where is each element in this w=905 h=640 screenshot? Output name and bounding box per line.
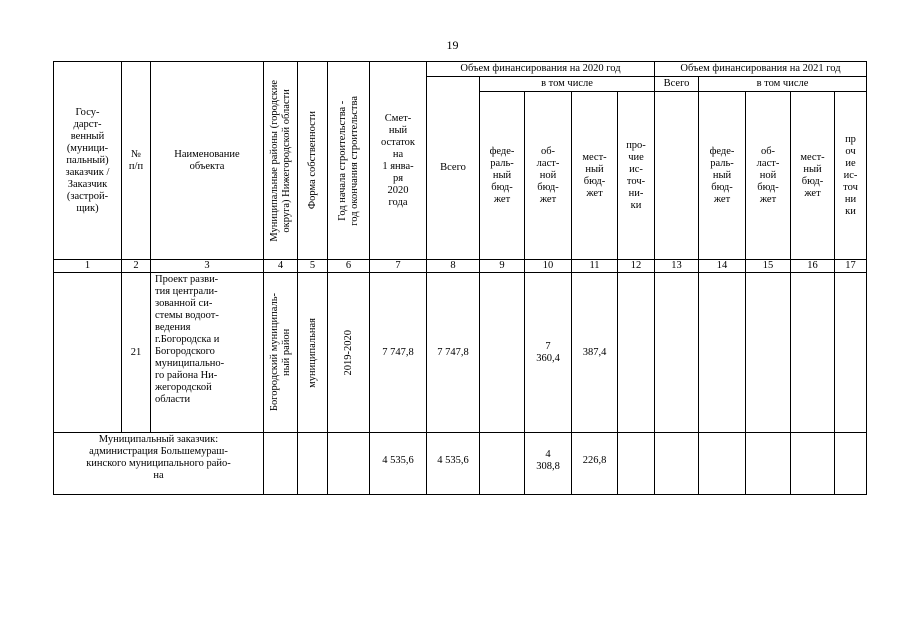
subtotal-estimated-balance: 4 535,6 xyxy=(370,433,427,495)
row-years xyxy=(328,273,370,433)
row-district-text: Богородский муниципаль- ный район xyxy=(268,293,292,412)
header-federal-2021: феде- раль- ный бюд- жет xyxy=(699,92,746,260)
row-ownership-text: муниципальная xyxy=(306,317,318,388)
header-funding-2021: Объем финансирования на 2021 год xyxy=(655,62,867,77)
header-num: № п/п xyxy=(122,62,151,260)
header-customer: Госу- дарст- венный (муници- пальный) заказчик / Заказчик (застрой- щик) xyxy=(54,62,122,260)
row-customer xyxy=(54,273,122,433)
header-including-2021: в том числе xyxy=(699,77,867,92)
header-empty-2021 xyxy=(655,92,699,260)
subtotal-empty xyxy=(298,433,328,495)
row-federal-2020 xyxy=(480,273,525,433)
column-numbers-row xyxy=(54,260,867,273)
row-num: 21 xyxy=(122,273,151,433)
row-other-2021 xyxy=(835,273,867,433)
subtotal-empty xyxy=(791,433,835,495)
subtotal-row xyxy=(54,433,867,495)
row-total-2021 xyxy=(655,273,699,433)
column-number: 9 xyxy=(480,260,525,273)
header-municipal-districts-text: Муниципальные районы (городские округа) Нижегородской области xyxy=(268,79,292,242)
row-regional-2021 xyxy=(746,273,791,433)
header-ownership xyxy=(298,62,328,260)
column-number: 8 xyxy=(427,260,480,273)
row-regional-2020: 7 360,4 xyxy=(525,273,572,433)
row-total-2020: 7 747,8 xyxy=(427,273,480,433)
column-number: 13 xyxy=(655,260,699,273)
header-local-2021: мест- ный бюд- жет xyxy=(791,92,835,260)
row-district xyxy=(264,273,298,433)
header-other-2021: пр оч ие ис- точ ни ки xyxy=(835,92,867,260)
page-number: 19 xyxy=(446,38,459,52)
header-row-1 xyxy=(54,62,867,77)
subtotal-empty xyxy=(618,433,655,495)
column-number: 3 xyxy=(151,260,264,273)
header-federal-2020: феде- раль- ный бюд- жет xyxy=(480,92,525,260)
row-other-2020 xyxy=(618,273,655,433)
header-municipal-districts xyxy=(264,62,298,260)
financing-table xyxy=(53,61,867,495)
header-including-2020: в том числе xyxy=(480,77,655,92)
subtotal-empty xyxy=(835,433,867,495)
subtotal-empty xyxy=(328,433,370,495)
column-number: 1 xyxy=(54,260,122,273)
subtotal-empty xyxy=(746,433,791,495)
header-total-2021: Всего xyxy=(655,77,699,92)
subtotal-empty xyxy=(699,433,746,495)
row-object-name: Проект разви- тия централи- зованной си- стемы водоот- ведения г.Богородска и Богородского муниципально- го района Ни- жегородской области xyxy=(151,273,264,433)
subtotal-empty xyxy=(264,433,298,495)
row-estimated-balance: 7 747,8 xyxy=(370,273,427,433)
column-number: 16 xyxy=(791,260,835,273)
row-local-2020: 387,4 xyxy=(572,273,618,433)
subtotal-local-2020: 226,8 xyxy=(572,433,618,495)
column-number: 11 xyxy=(572,260,618,273)
column-number: 6 xyxy=(328,260,370,273)
column-number: 14 xyxy=(699,260,746,273)
header-total-2020: Всего xyxy=(427,77,480,260)
row-years-text: 2019-2020 xyxy=(342,329,354,376)
row-federal-2021 xyxy=(699,273,746,433)
column-number: 10 xyxy=(525,260,572,273)
subtotal-total-2020: 4 535,6 xyxy=(427,433,480,495)
column-number: 2 xyxy=(122,260,151,273)
header-construction-years xyxy=(328,62,370,260)
header-construction-years-text: Год начала строительства - год окончания строительства xyxy=(336,95,360,226)
header-regional-2020: об- ласт- ной бюд- жет xyxy=(525,92,572,260)
row-local-2021 xyxy=(791,273,835,433)
column-number: 17 xyxy=(835,260,867,273)
column-number: 12 xyxy=(618,260,655,273)
subtotal-label: Муниципальный заказчик: администрация Большемураш- кинского муниципального райо- на xyxy=(54,433,264,495)
row-ownership xyxy=(298,273,328,433)
header-funding-2020: Объем финансирования на 2020 год xyxy=(427,62,655,77)
column-number: 7 xyxy=(370,260,427,273)
header-object-name: Наименование объекта xyxy=(151,62,264,260)
subtotal-empty xyxy=(480,433,525,495)
header-estimated-balance: Смет- ный остаток на 1 янва- ря 2020 года xyxy=(370,62,427,260)
header-other-2020: про- чие ис- точ- ни- ки xyxy=(618,92,655,260)
column-number: 15 xyxy=(746,260,791,273)
column-number: 5 xyxy=(298,260,328,273)
subtotal-regional-2020: 4 308,8 xyxy=(525,433,572,495)
header-ownership-text: Форма собственности xyxy=(306,111,318,210)
subtotal-empty xyxy=(655,433,699,495)
header-regional-2021: об- ласт- ной бюд- жет xyxy=(746,92,791,260)
header-local-2020: мест- ный бюд- жет xyxy=(572,92,618,260)
table-row xyxy=(54,273,867,433)
column-number: 4 xyxy=(264,260,298,273)
